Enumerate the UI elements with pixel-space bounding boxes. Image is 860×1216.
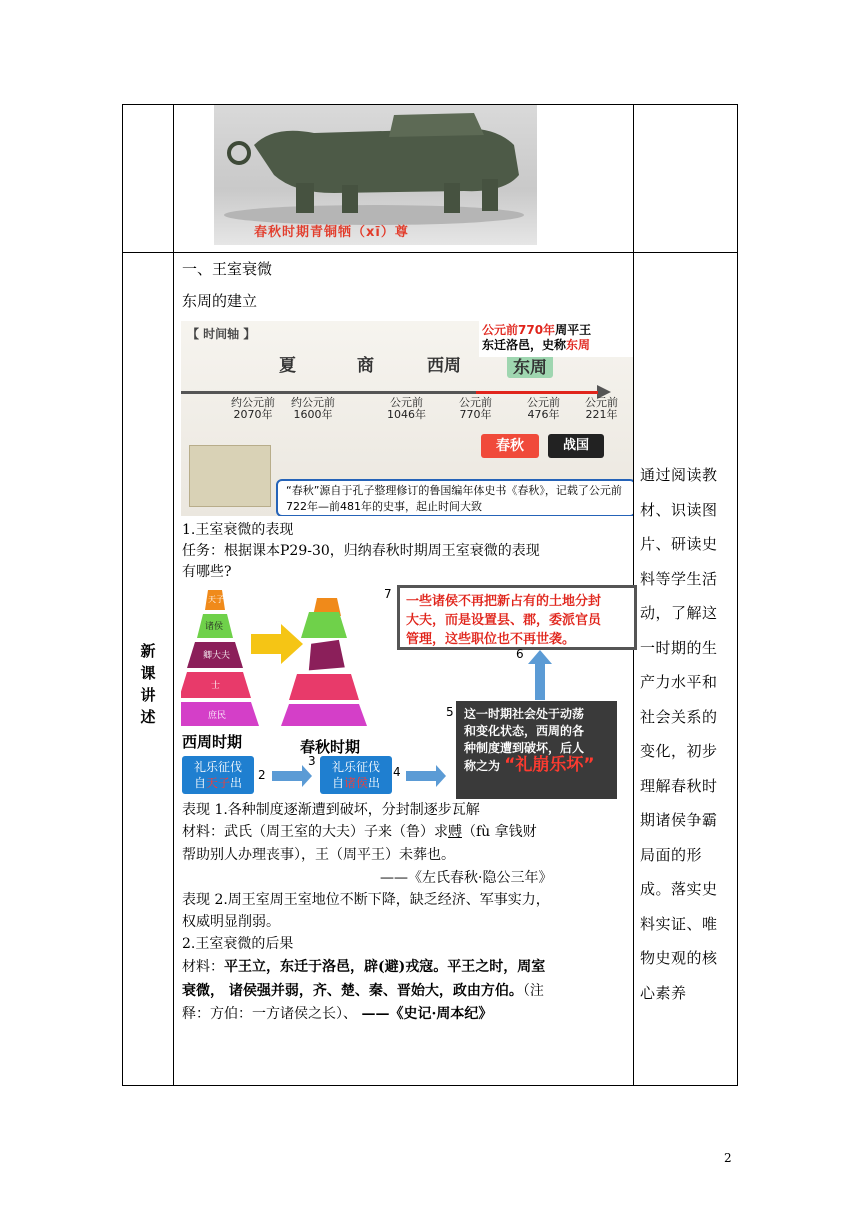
dark-note-line: 种制度遭到破坏，后人 bbox=[464, 741, 585, 755]
timeline-note bbox=[479, 321, 633, 357]
timeline-image bbox=[181, 321, 633, 516]
era-label: 商 bbox=[357, 356, 374, 376]
era-label: 西周 bbox=[427, 356, 461, 376]
up-arrow-shaft bbox=[535, 662, 545, 700]
bronze-vessel-image bbox=[214, 105, 537, 245]
material-1-line bbox=[182, 822, 537, 842]
material-text: （注 bbox=[522, 983, 544, 999]
timeline-quote: “春秋”源自于孔子整理修订的鲁国编年体史书《春秋》，记载了公元前722年—前481年的史事，起止时间大致 bbox=[276, 479, 633, 516]
period-label-spring: 春秋时期 bbox=[300, 738, 361, 756]
note-highlight: 东周 bbox=[566, 338, 591, 352]
pyramid-level: 天子 bbox=[208, 595, 224, 604]
rule-box-west bbox=[182, 756, 254, 794]
red-note-line: 一些诸侯不再把新占有的土地分封 bbox=[406, 594, 602, 609]
note-highlight: 公元前770年 bbox=[482, 323, 556, 337]
material-1-line: 帮助别人办理丧事），王（周平王）未葬也。 bbox=[182, 847, 455, 863]
material-bold: 衰微， 诸侯强并弱，齐、楚、秦、晋始大，政由方伯。 bbox=[182, 983, 523, 999]
rule-text: 礼乐征伐 bbox=[331, 760, 380, 774]
material-source-bold: ——《史记·周本纪》 bbox=[361, 1006, 493, 1022]
timeline-header: 【 时间轴 】 bbox=[187, 327, 256, 341]
rule-highlight: 天子 bbox=[205, 776, 230, 790]
material-1-source: ——《左氏春秋·隐公三年》 bbox=[380, 870, 553, 886]
timeline-date: 公元前 1046年 bbox=[387, 396, 426, 421]
up-arrow-icon bbox=[528, 650, 552, 664]
rule-text: 自 bbox=[331, 776, 344, 790]
period-label-west: 西周时期 bbox=[182, 733, 243, 751]
pyramid-level: 卿大夫 bbox=[203, 651, 231, 661]
point2-title: 2.王室衰微的后果 bbox=[182, 936, 294, 952]
right-arrow-icon bbox=[406, 771, 436, 781]
table-border-bottom bbox=[122, 1085, 738, 1086]
shape-number: 7 bbox=[384, 587, 392, 601]
red-note-line: 大夫，而是设置县、郡，委派官员 bbox=[406, 613, 602, 628]
social-pyramid-image bbox=[181, 586, 377, 728]
material-2-line bbox=[182, 957, 545, 977]
pyramid-level: 庶民 bbox=[208, 711, 227, 721]
red-note-box bbox=[397, 585, 637, 650]
dark-note-line: 称之为 bbox=[464, 759, 501, 773]
book-image bbox=[189, 445, 271, 507]
material-text: 材料：武氏（周王室的大夫）子来（鲁）求 bbox=[182, 824, 448, 840]
shape-number: 3 bbox=[308, 754, 316, 768]
pyramid-level: 诸侯 bbox=[205, 622, 224, 632]
section-title: 一、王室衰微 bbox=[182, 260, 273, 278]
rule-text: 礼乐征伐 bbox=[193, 760, 242, 774]
material-text: （fù 拿钱财 bbox=[462, 824, 537, 840]
timeline-date: 公元前 221年 bbox=[585, 396, 618, 421]
era-label: 东周 bbox=[507, 353, 553, 378]
timeline-date: 约公元前 1600年 bbox=[291, 396, 335, 421]
timeline-dongzhou-segment bbox=[476, 391, 598, 394]
material-bold: 平王立，东迁于洛邑，辟(避)戎寇。平王之时，周室 bbox=[224, 959, 546, 975]
performance-2: 表现 2.周王室周王室地位不断下降，缺乏经济、军事实力， bbox=[182, 892, 550, 908]
rule-text: 出 bbox=[230, 776, 243, 790]
side-label-char: 新 bbox=[140, 642, 156, 660]
note-text: 东迁洛邑，史称 bbox=[482, 338, 567, 352]
side-label-char: 课 bbox=[140, 664, 156, 682]
task-text: 有哪些? bbox=[182, 564, 232, 580]
timeline-date: 公元前 476年 bbox=[527, 396, 560, 421]
point1-title: 1.王室衰微的表现 bbox=[182, 522, 294, 538]
performance-2: 权威明显削弱。 bbox=[182, 914, 280, 930]
shape-number: 2 bbox=[258, 768, 266, 782]
dark-note-box bbox=[456, 701, 617, 799]
material-2-line bbox=[182, 1004, 492, 1024]
image-caption: 春秋时期青铜牺（xī）尊 bbox=[254, 225, 409, 240]
dark-note-line: 这一时期社会处于动荡 bbox=[464, 707, 585, 721]
rule-highlight: 诸侯 bbox=[343, 776, 368, 790]
material-2-line bbox=[182, 981, 544, 1001]
material-text: 材料： bbox=[182, 959, 224, 975]
page-number: 2 bbox=[724, 1151, 732, 1165]
underlined-char: 赙 bbox=[448, 824, 462, 840]
rule-box-spring bbox=[320, 756, 392, 794]
timeline-date: 公元前 770年 bbox=[459, 396, 492, 421]
performance-1: 表现 1.各种制度逐渐遭到破坏，分封制逐步瓦解 bbox=[182, 802, 480, 818]
side-label-char: 述 bbox=[140, 708, 156, 726]
note-text: 周平王 bbox=[555, 323, 592, 337]
red-note-line: 管理，这些职位也不再世袭。 bbox=[406, 632, 576, 647]
side-label bbox=[130, 640, 166, 728]
rule-text: 出 bbox=[368, 776, 381, 790]
rule-text: 自 bbox=[193, 776, 206, 790]
pyramid-level: 士 bbox=[211, 681, 221, 691]
task-text: 任务：根据课本P29-30，归纳春秋时期周王室衰微的表现 bbox=[182, 543, 540, 559]
shape-number: 6 bbox=[516, 647, 524, 661]
teaching-goal-text: 通过阅读教材、识读图片、研读史料等学生活动，了解这一时期的生产力水平和社会关系的变化，初步理解春秋时期诸侯争霸局面的形成。落实史料实证、唯物史观的核心素养 bbox=[640, 466, 718, 1002]
material-text: 释：方伯：一方诸侯之长）、 bbox=[182, 1006, 362, 1022]
shape-number: 4 bbox=[393, 765, 401, 779]
table-row-divider bbox=[122, 252, 738, 253]
subsection-title: 东周的建立 bbox=[182, 292, 258, 310]
sub-era-zhanguo: 战国 bbox=[548, 434, 604, 458]
sub-era-chunqiu: 春秋 bbox=[481, 434, 539, 458]
side-label-char: 讲 bbox=[140, 686, 156, 704]
shape-number: 5 bbox=[446, 705, 454, 719]
liben-yuehuai-label: “礼崩乐坏” bbox=[504, 755, 595, 775]
timeline-date: 约公元前 2070年 bbox=[231, 396, 275, 421]
right-arrow-icon bbox=[272, 771, 302, 781]
dark-note-line: 和变化状态，西周的各 bbox=[464, 724, 585, 738]
era-label: 夏 bbox=[279, 356, 296, 376]
